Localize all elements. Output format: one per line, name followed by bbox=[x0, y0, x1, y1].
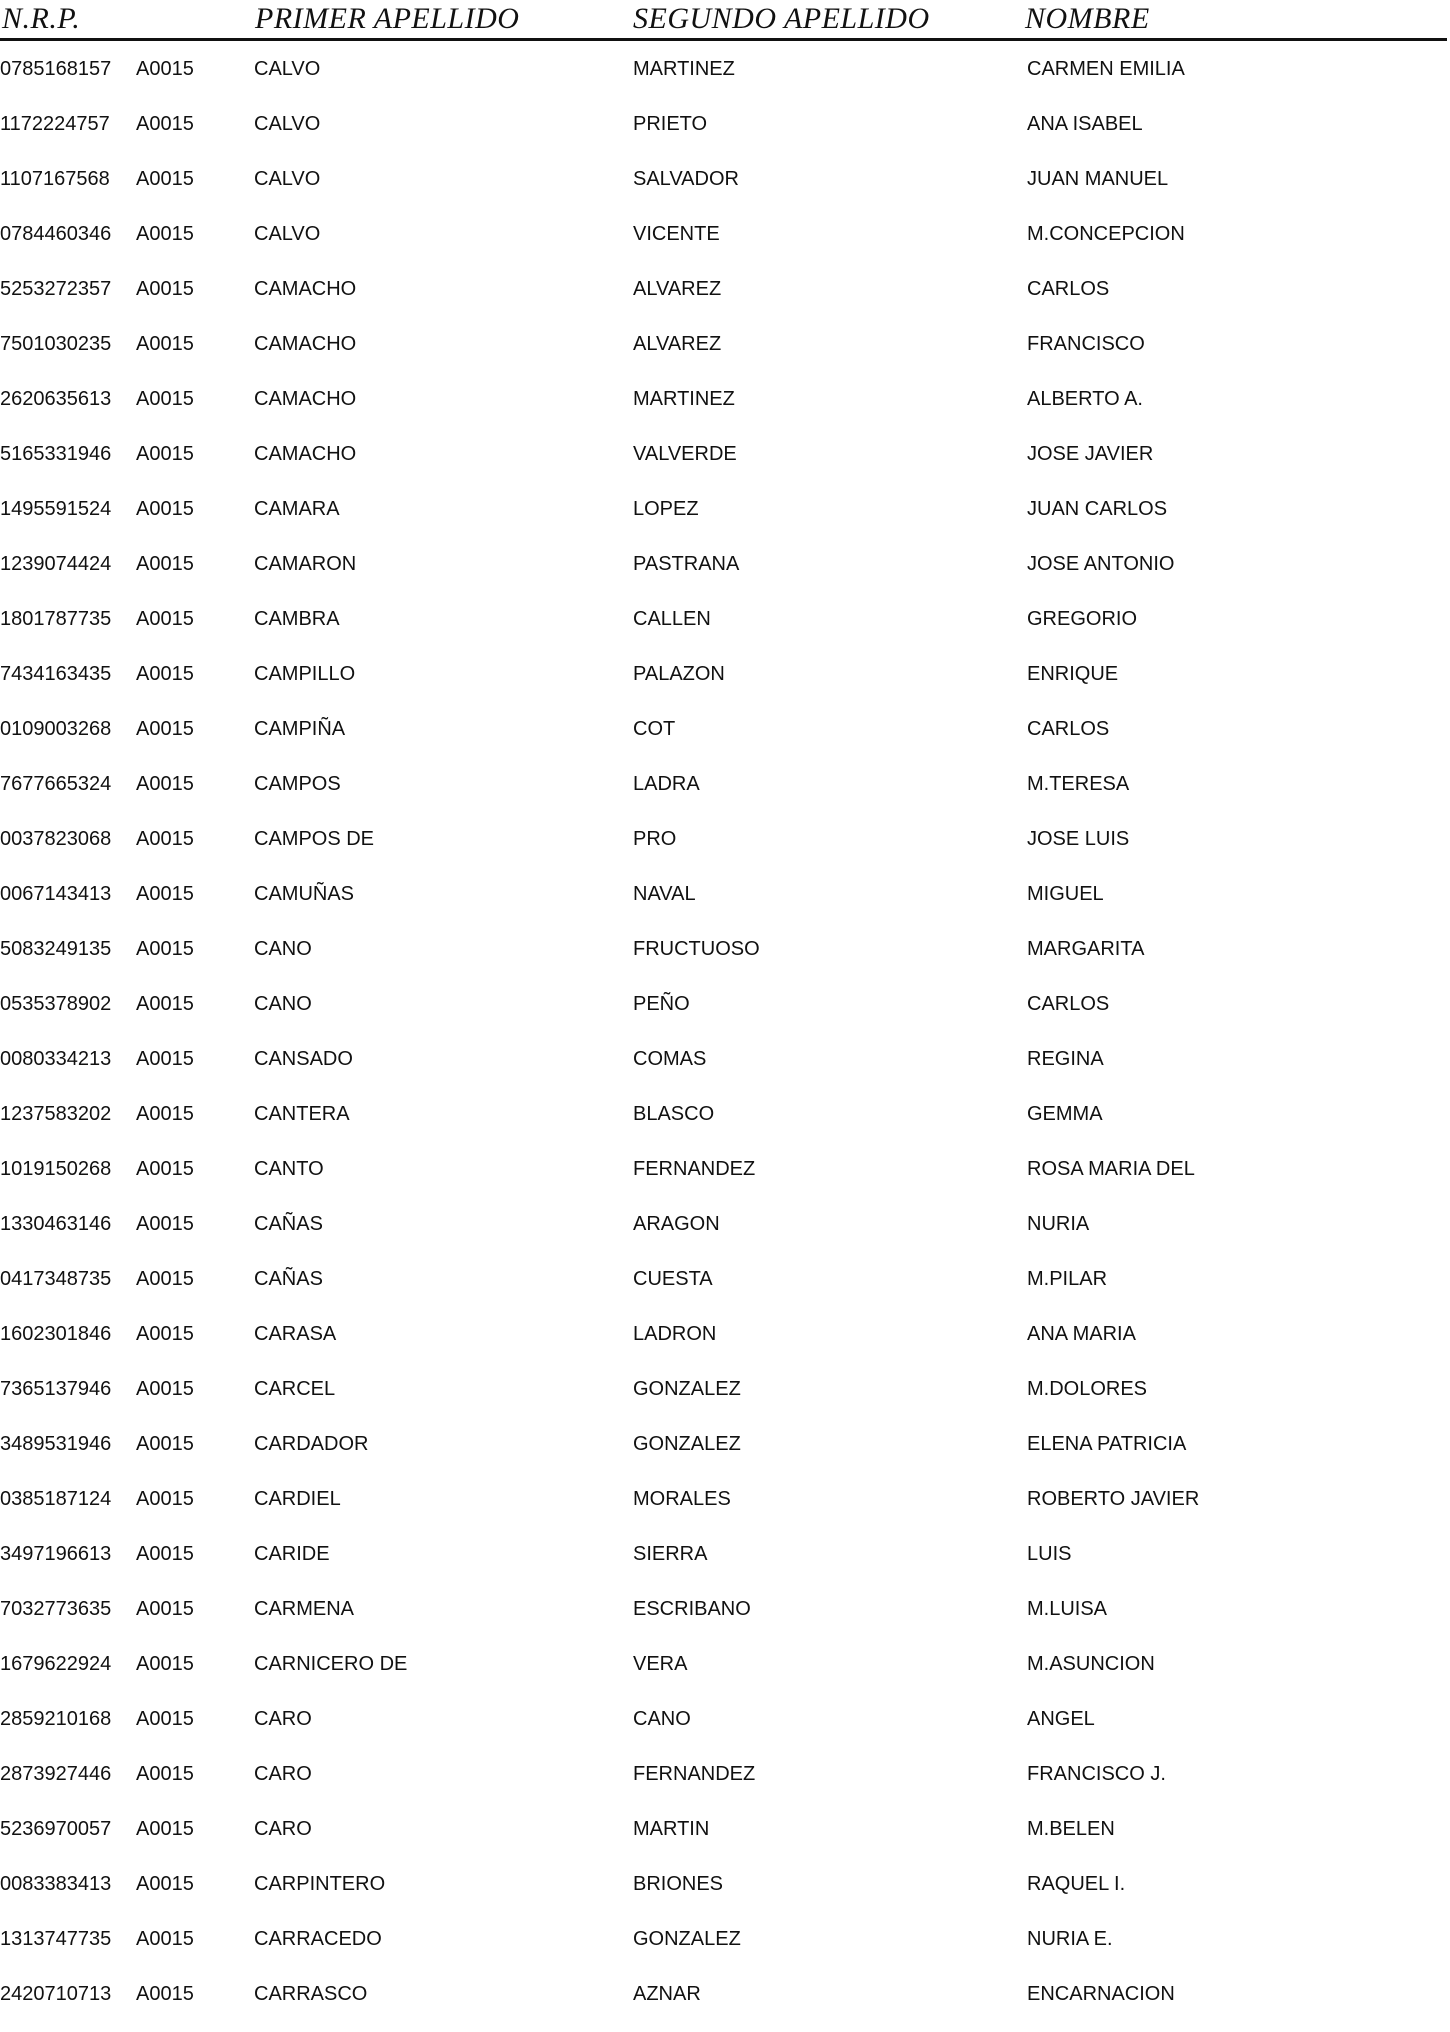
nrp-cell: 1495591524 bbox=[0, 498, 112, 520]
segundo-apellido-cell: ALVAREZ bbox=[633, 333, 722, 355]
table-row bbox=[0, 1317, 1450, 1372]
nrp-cell: 5165331946 bbox=[0, 443, 112, 465]
segundo-apellido-cell: CUESTA bbox=[633, 1268, 713, 1290]
header-rule bbox=[0, 38, 1447, 41]
table-row bbox=[0, 1537, 1450, 1592]
primer-apellido-cell: CARO bbox=[254, 1708, 312, 1730]
segundo-apellido-cell: COMAS bbox=[633, 1048, 707, 1070]
nrp-cell: 7434163435 bbox=[0, 663, 112, 685]
table-row bbox=[0, 1812, 1450, 1867]
code-cell: A0015 bbox=[136, 663, 194, 685]
segundo-apellido-cell: PEÑO bbox=[633, 993, 690, 1015]
segundo-apellido-cell: FERNANDEZ bbox=[633, 1763, 756, 1785]
table-row bbox=[0, 1097, 1450, 1152]
nombre-cell: FRANCISCO bbox=[1027, 333, 1145, 355]
code-cell: A0015 bbox=[136, 1928, 194, 1950]
nombre-cell: JUAN CARLOS bbox=[1027, 498, 1168, 520]
primer-apellido-cell: CAMACHO bbox=[254, 443, 357, 465]
nrp-cell: 1330463146 bbox=[0, 1213, 112, 1235]
nombre-cell: M.LUISA bbox=[1027, 1598, 1108, 1620]
segundo-apellido-cell: ALVAREZ bbox=[633, 278, 722, 300]
table-row bbox=[0, 657, 1450, 712]
primer-apellido-cell: CALVO bbox=[254, 58, 321, 80]
segundo-apellido-cell: BLASCO bbox=[633, 1103, 715, 1125]
table-row bbox=[0, 822, 1450, 877]
nombre-cell: JOSE ANTONIO bbox=[1027, 553, 1175, 575]
code-cell: A0015 bbox=[136, 1103, 194, 1125]
nombre-cell: FRANCISCO J. bbox=[1027, 1763, 1166, 1785]
table-row bbox=[0, 877, 1450, 932]
table-row bbox=[0, 1702, 1450, 1757]
primer-apellido-cell: CANTO bbox=[254, 1158, 324, 1180]
primer-apellido-cell: CARCEL bbox=[254, 1378, 336, 1400]
nrp-cell: 2859210168 bbox=[0, 1708, 112, 1730]
primer-apellido-cell: CALVO bbox=[254, 113, 321, 135]
nombre-cell: ENRIQUE bbox=[1027, 663, 1119, 685]
nrp-cell: 1313747735 bbox=[0, 1928, 112, 1950]
table-row bbox=[0, 1592, 1450, 1647]
nombre-cell: RAQUEL I. bbox=[1027, 1873, 1126, 1895]
primer-apellido-cell: CAMARA bbox=[254, 498, 340, 520]
nrp-cell: 0385187124 bbox=[0, 1488, 112, 1510]
nrp-cell: 1107167568 bbox=[0, 168, 110, 190]
segundo-apellido-cell: LADRA bbox=[633, 773, 700, 795]
table-row bbox=[0, 712, 1450, 767]
nombre-cell: CARLOS bbox=[1027, 718, 1110, 740]
code-cell: A0015 bbox=[136, 1323, 194, 1345]
header-primer-apellido: PRIMER APELLIDO bbox=[255, 2, 520, 35]
primer-apellido-cell: CALVO bbox=[254, 223, 321, 245]
nombre-cell: JOSE LUIS bbox=[1027, 828, 1130, 850]
nombre-cell: ROBERTO JAVIER bbox=[1027, 1488, 1200, 1510]
code-cell: A0015 bbox=[136, 1213, 194, 1235]
code-cell: A0015 bbox=[136, 498, 194, 520]
segundo-apellido-cell: ARAGON bbox=[633, 1213, 720, 1235]
code-cell: A0015 bbox=[136, 58, 194, 80]
table-row bbox=[0, 1372, 1450, 1427]
primer-apellido-cell: CAMACHO bbox=[254, 278, 357, 300]
nrp-cell: 2873927446 bbox=[0, 1763, 112, 1785]
nrp-cell: 0535378902 bbox=[0, 993, 112, 1015]
primer-apellido-cell: CANSADO bbox=[254, 1048, 353, 1070]
code-cell: A0015 bbox=[136, 1543, 194, 1565]
table-row bbox=[0, 107, 1450, 162]
table-body bbox=[0, 52, 1450, 2032]
code-cell: A0015 bbox=[136, 1268, 194, 1290]
table-row bbox=[0, 1757, 1450, 1812]
table-row bbox=[0, 492, 1450, 547]
nrp-cell: 3497196613 bbox=[0, 1543, 112, 1565]
primer-apellido-cell: CAMACHO bbox=[254, 333, 357, 355]
table-row bbox=[0, 217, 1450, 272]
segundo-apellido-cell: GONZALEZ bbox=[633, 1433, 741, 1455]
primer-apellido-cell: CAÑAS bbox=[254, 1268, 323, 1290]
table-row bbox=[0, 1867, 1450, 1922]
primer-apellido-cell: CARDIEL bbox=[254, 1488, 341, 1510]
table-row bbox=[0, 1262, 1450, 1317]
code-cell: A0015 bbox=[136, 333, 194, 355]
segundo-apellido-cell: SALVADOR bbox=[633, 168, 739, 190]
segundo-apellido-cell: LOPEZ bbox=[633, 498, 699, 520]
nombre-cell: LUIS bbox=[1027, 1543, 1072, 1565]
table-row bbox=[0, 272, 1450, 327]
nombre-cell: M.TERESA bbox=[1027, 773, 1130, 795]
nrp-cell: 0083383413 bbox=[0, 1873, 112, 1895]
code-cell: A0015 bbox=[136, 773, 194, 795]
nrp-cell: 5083249135 bbox=[0, 938, 112, 960]
segundo-apellido-cell: PASTRANA bbox=[633, 553, 740, 575]
nombre-cell: ENCARNACION bbox=[1027, 1983, 1175, 2005]
nrp-cell: 2620635613 bbox=[0, 388, 112, 410]
primer-apellido-cell: CARRACEDO bbox=[254, 1928, 382, 1950]
nrp-cell: 0417348735 bbox=[0, 1268, 112, 1290]
nombre-cell: ANGEL bbox=[1027, 1708, 1095, 1730]
primer-apellido-cell: CAÑAS bbox=[254, 1213, 323, 1235]
segundo-apellido-cell: VALVERDE bbox=[633, 443, 737, 465]
primer-apellido-cell: CARASA bbox=[254, 1323, 337, 1345]
primer-apellido-cell: CARRASCO bbox=[254, 1983, 368, 2005]
code-cell: A0015 bbox=[136, 113, 194, 135]
segundo-apellido-cell: AZNAR bbox=[633, 1983, 701, 2005]
nrp-cell: 7032773635 bbox=[0, 1598, 112, 1620]
table-row bbox=[0, 932, 1450, 987]
nrp-cell: 0784460346 bbox=[0, 223, 112, 245]
code-cell: A0015 bbox=[136, 608, 194, 630]
primer-apellido-cell: CANO bbox=[254, 938, 312, 960]
nrp-cell: 5253272357 bbox=[0, 278, 112, 300]
primer-apellido-cell: CAMPILLO bbox=[254, 663, 356, 685]
segundo-apellido-cell: COT bbox=[633, 718, 676, 740]
nombre-cell: ALBERTO A. bbox=[1027, 388, 1143, 410]
nombre-cell: M.PILAR bbox=[1027, 1268, 1108, 1290]
nombre-cell: M.BELEN bbox=[1027, 1818, 1115, 1840]
primer-apellido-cell: CAMPOS DE bbox=[254, 828, 375, 850]
nombre-cell: M.ASUNCION bbox=[1027, 1653, 1155, 1675]
code-cell: A0015 bbox=[136, 1598, 194, 1620]
code-cell: A0015 bbox=[136, 223, 194, 245]
primer-apellido-cell: CANTERA bbox=[254, 1103, 350, 1125]
segundo-apellido-cell: PRO bbox=[633, 828, 677, 850]
nombre-cell: JOSE JAVIER bbox=[1027, 443, 1154, 465]
nrp-cell: 5236970057 bbox=[0, 1818, 112, 1840]
nombre-cell: ANA MARIA bbox=[1027, 1323, 1136, 1345]
primer-apellido-cell: CARDADOR bbox=[254, 1433, 369, 1455]
code-cell: A0015 bbox=[136, 1708, 194, 1730]
code-cell: A0015 bbox=[136, 443, 194, 465]
code-cell: A0015 bbox=[136, 1653, 194, 1675]
nombre-cell: MARGARITA bbox=[1027, 938, 1145, 960]
code-cell: A0015 bbox=[136, 278, 194, 300]
nrp-cell: 0067143413 bbox=[0, 883, 112, 905]
table-row bbox=[0, 547, 1450, 602]
segundo-apellido-cell: MARTINEZ bbox=[633, 388, 735, 410]
code-cell: A0015 bbox=[136, 883, 194, 905]
table-row bbox=[0, 162, 1450, 217]
nombre-cell: JUAN MANUEL bbox=[1027, 168, 1169, 190]
segundo-apellido-cell: PRIETO bbox=[633, 113, 708, 135]
code-cell: A0015 bbox=[136, 168, 194, 190]
nrp-cell: 2420710713 bbox=[0, 1983, 112, 2005]
segundo-apellido-cell: GONZALEZ bbox=[633, 1928, 741, 1950]
code-cell: A0015 bbox=[136, 1378, 194, 1400]
primer-apellido-cell: CARIDE bbox=[254, 1543, 330, 1565]
code-cell: A0015 bbox=[136, 1433, 194, 1455]
table-row bbox=[0, 767, 1450, 822]
nrp-cell: 0109003268 bbox=[0, 718, 112, 740]
segundo-apellido-cell: LADRON bbox=[633, 1323, 717, 1345]
table-row bbox=[0, 52, 1450, 107]
segundo-apellido-cell: PALAZON bbox=[633, 663, 725, 685]
nombre-cell: MIGUEL bbox=[1027, 883, 1104, 905]
primer-apellido-cell: CAMPIÑA bbox=[254, 718, 346, 740]
nrp-cell: 7365137946 bbox=[0, 1378, 112, 1400]
primer-apellido-cell: CAMBRA bbox=[254, 608, 340, 630]
code-cell: A0015 bbox=[136, 1048, 194, 1070]
table-row bbox=[0, 1647, 1450, 1702]
code-cell: A0015 bbox=[136, 1158, 194, 1180]
nombre-cell: NURIA E. bbox=[1027, 1928, 1113, 1950]
table-row bbox=[0, 1977, 1450, 2032]
primer-apellido-cell: CALVO bbox=[254, 168, 321, 190]
nrp-cell: 1237583202 bbox=[0, 1103, 112, 1125]
primer-apellido-cell: CAMACHO bbox=[254, 388, 357, 410]
table-row bbox=[0, 987, 1450, 1042]
table-row bbox=[0, 1042, 1450, 1097]
segundo-apellido-cell: VERA bbox=[633, 1653, 688, 1675]
segundo-apellido-cell: ESCRIBANO bbox=[633, 1598, 751, 1620]
table-row bbox=[0, 1427, 1450, 1482]
code-cell: A0015 bbox=[136, 1983, 194, 2005]
nrp-cell: 1239074424 bbox=[0, 553, 112, 575]
nrp-cell: 3489531946 bbox=[0, 1433, 112, 1455]
nrp-cell: 0037823068 bbox=[0, 828, 112, 850]
code-cell: A0015 bbox=[136, 1488, 194, 1510]
nrp-cell: 1019150268 bbox=[0, 1158, 112, 1180]
nombre-cell: GREGORIO bbox=[1027, 608, 1138, 630]
nombre-cell: NURIA bbox=[1027, 1213, 1090, 1235]
nrp-cell: 0080334213 bbox=[0, 1048, 112, 1070]
primer-apellido-cell: CARNICERO DE bbox=[254, 1653, 408, 1675]
nombre-cell: M.DOLORES bbox=[1027, 1378, 1148, 1400]
nombre-cell: ANA ISABEL bbox=[1027, 113, 1143, 135]
nombre-cell: CARLOS bbox=[1027, 993, 1110, 1015]
table-row bbox=[0, 1207, 1450, 1262]
table-row bbox=[0, 602, 1450, 657]
table-header bbox=[0, 0, 1450, 40]
segundo-apellido-cell: NAVAL bbox=[633, 883, 696, 905]
nombre-cell: CARMEN EMILIA bbox=[1027, 58, 1185, 80]
segundo-apellido-cell: MORALES bbox=[633, 1488, 731, 1510]
code-cell: A0015 bbox=[136, 1873, 194, 1895]
primer-apellido-cell: CARO bbox=[254, 1763, 312, 1785]
primer-apellido-cell: CANO bbox=[254, 993, 312, 1015]
table-row bbox=[0, 437, 1450, 492]
segundo-apellido-cell: CALLEN bbox=[633, 608, 711, 630]
header-nombre: NOMBRE bbox=[1025, 2, 1150, 35]
nrp-cell: 1172224757 bbox=[0, 113, 110, 135]
primer-apellido-cell: CAMARON bbox=[254, 553, 357, 575]
nombre-cell: M.CONCEPCION bbox=[1027, 223, 1185, 245]
primer-apellido-cell: CAMUÑAS bbox=[254, 883, 355, 905]
segundo-apellido-cell: FERNANDEZ bbox=[633, 1158, 756, 1180]
segundo-apellido-cell: MARTIN bbox=[633, 1818, 710, 1840]
primer-apellido-cell: CARPINTERO bbox=[254, 1873, 386, 1895]
code-cell: A0015 bbox=[136, 828, 194, 850]
code-cell: A0015 bbox=[136, 553, 194, 575]
nrp-cell: 1602301846 bbox=[0, 1323, 112, 1345]
code-cell: A0015 bbox=[136, 1763, 194, 1785]
segundo-apellido-cell: CANO bbox=[633, 1708, 691, 1730]
segundo-apellido-cell: SIERRA bbox=[633, 1543, 708, 1565]
segundo-apellido-cell: VICENTE bbox=[633, 223, 720, 245]
nombre-cell: CARLOS bbox=[1027, 278, 1110, 300]
primer-apellido-cell: CAMPOS bbox=[254, 773, 341, 795]
code-cell: A0015 bbox=[136, 388, 194, 410]
code-cell: A0015 bbox=[136, 938, 194, 960]
nrp-cell: 0785168157 bbox=[0, 58, 112, 80]
table-row bbox=[0, 327, 1450, 382]
primer-apellido-cell: CARMENA bbox=[254, 1598, 355, 1620]
nombre-cell: ELENA PATRICIA bbox=[1027, 1433, 1187, 1455]
code-cell: A0015 bbox=[136, 993, 194, 1015]
nrp-cell: 1801787735 bbox=[0, 608, 112, 630]
table-row bbox=[0, 1152, 1450, 1207]
code-cell: A0015 bbox=[136, 1818, 194, 1840]
table-row bbox=[0, 382, 1450, 437]
header-nrp: N.R.P. bbox=[2, 2, 81, 35]
segundo-apellido-cell: FRUCTUOSO bbox=[633, 938, 760, 960]
nrp-cell: 7501030235 bbox=[0, 333, 112, 355]
nombre-cell: GEMMA bbox=[1027, 1103, 1103, 1125]
segundo-apellido-cell: MARTINEZ bbox=[633, 58, 735, 80]
nombre-cell: ROSA MARIA DEL bbox=[1027, 1158, 1195, 1180]
segundo-apellido-cell: GONZALEZ bbox=[633, 1378, 741, 1400]
nombre-cell: REGINA bbox=[1027, 1048, 1104, 1070]
primer-apellido-cell: CARO bbox=[254, 1818, 312, 1840]
header-segundo-apellido: SEGUNDO APELLIDO bbox=[633, 2, 930, 35]
table-row bbox=[0, 1922, 1450, 1977]
nrp-cell: 1679622924 bbox=[0, 1653, 112, 1675]
nrp-cell: 7677665324 bbox=[0, 773, 112, 795]
segundo-apellido-cell: BRIONES bbox=[633, 1873, 724, 1895]
code-cell: A0015 bbox=[136, 718, 194, 740]
table-row bbox=[0, 1482, 1450, 1537]
